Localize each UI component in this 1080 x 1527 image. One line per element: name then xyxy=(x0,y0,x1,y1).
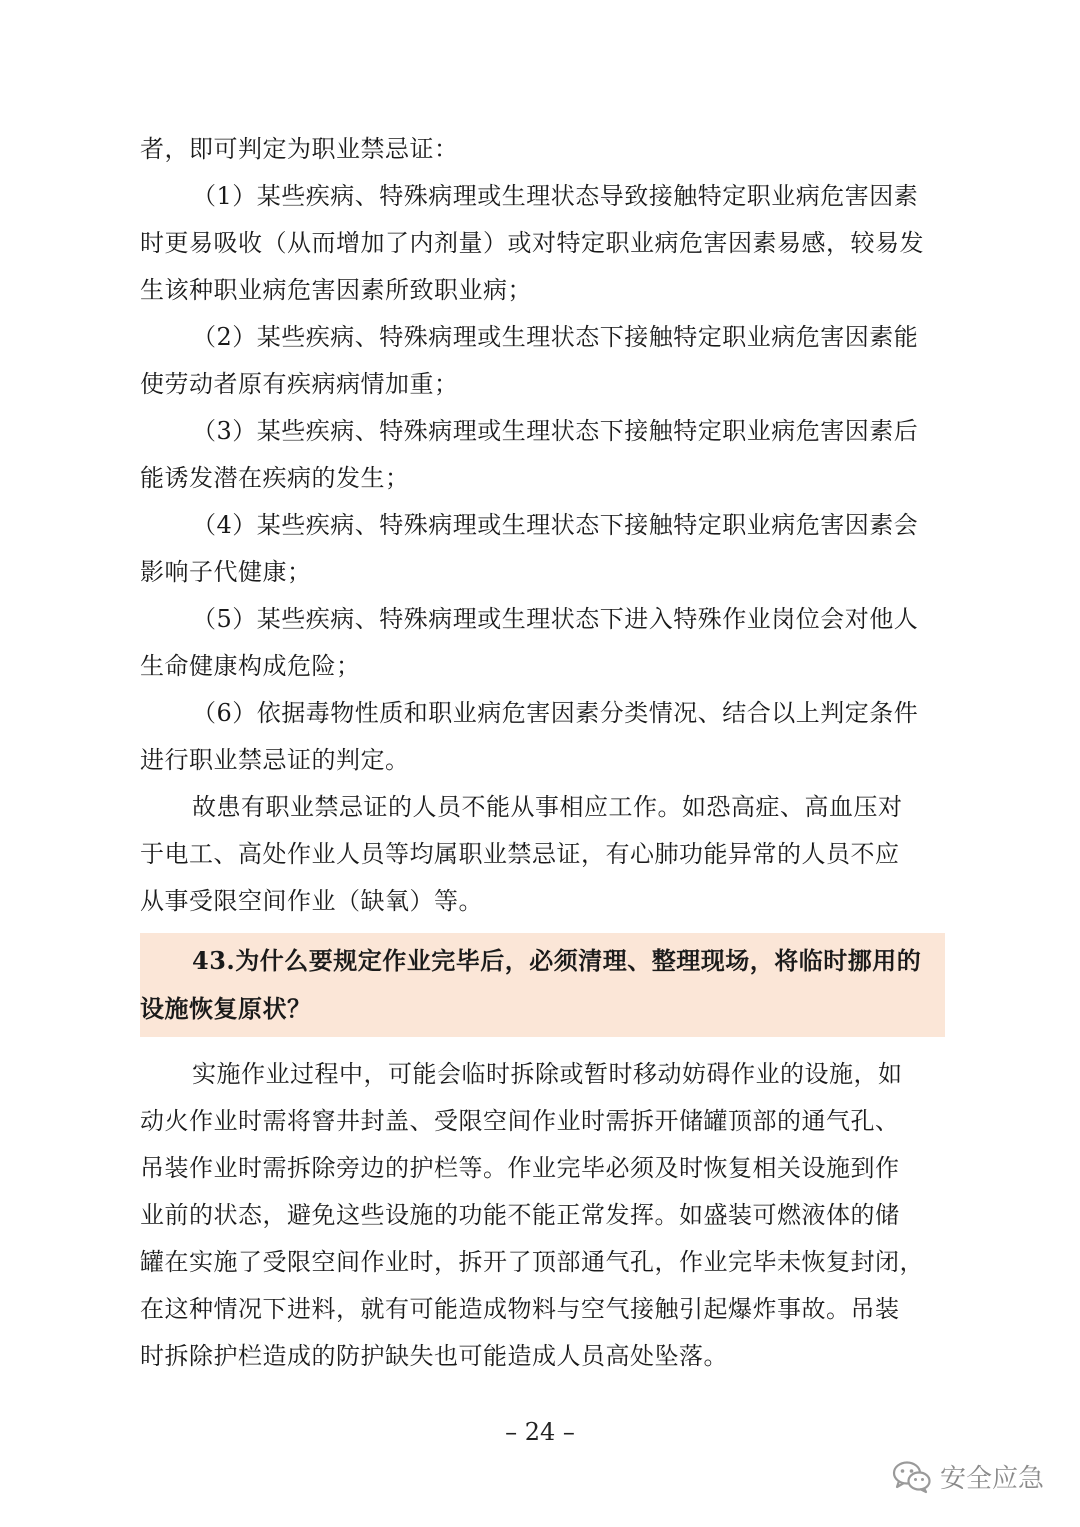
question-heading xyxy=(140,933,945,1037)
text-line: 时拆除护栏造成的防护缺失也可能造成人员高处坠落。 xyxy=(140,1342,728,1370)
text-line: 动火作业时需将窨井封盖、受限空间作业时需拆开储罐顶部的通气孔、 xyxy=(140,1107,900,1135)
text-line: 于电工、高处作业人员等均属职业禁忌证，有心肺功能异常的人员不应 xyxy=(140,840,900,868)
heading-line: 43.为什么要规定作业完毕后，必须清理、整理现场，将临时挪用的 xyxy=(192,946,922,975)
text-line: 时更易吸收（从而增加了内剂量）或对特定职业病危害因素易感，较易发 xyxy=(140,229,924,257)
text-line: 影响子代健康； xyxy=(140,558,312,586)
text-line: （2）某些疾病、特殊病理或生理状态下接触特定职业病危害因素能 xyxy=(192,323,919,351)
watermark-text: 安全应急 xyxy=(939,1464,1044,1494)
text-line: 罐在实施了受限空间作业时，拆开了顶部通气孔，作业完毕未恢复封闭， xyxy=(140,1248,924,1276)
heading-line: 设施恢复原状？ xyxy=(140,994,312,1023)
text-line: 在这种情况下进料，就有可能造成物料与空气接触引起爆炸事故。吊装 xyxy=(140,1295,900,1323)
text-line: （1）某些疾病、特殊病理或生理状态导致接触特定职业病危害因素 xyxy=(192,182,919,210)
wechat-icon xyxy=(892,1460,932,1494)
text-line: 进行职业禁忌证的判定。 xyxy=(140,746,410,774)
page-number: – 24 – xyxy=(505,1418,575,1446)
text-line: 业前的状态，避免这些设施的功能不能正常发挥。如盛装可燃液体的储 xyxy=(140,1201,900,1229)
text-line: 生该种职业病危害因素所致职业病； xyxy=(140,276,532,304)
text-line: 从事受限空间作业（缺氧）等。 xyxy=(140,887,483,915)
text-line: 者，即可判定为职业禁忌证： xyxy=(140,135,459,163)
text-line: 吊装作业时需拆除旁边的护栏等。作业完毕必须及时恢复相关设施到作 xyxy=(140,1154,900,1182)
text-line: 实施作业过程中，可能会临时拆除或暂时移动妨碍作业的设施，如 xyxy=(192,1060,903,1088)
text-line: （6）依据毒物性质和职业病危害因素分类情况、结合以上判定条件 xyxy=(192,699,919,727)
text-line: 能诱发潜在疾病的发生； xyxy=(140,464,410,492)
text-line: 故患有职业禁忌证的人员不能从事相应工作。如恐高症、高血压对 xyxy=(192,793,903,821)
text-line: （3）某些疾病、特殊病理或生理状态下接触特定职业病危害因素后 xyxy=(192,417,919,445)
text-line: 使劳动者原有疾病病情加重； xyxy=(140,370,459,398)
page-content xyxy=(140,126,945,1380)
text-line: （4）某些疾病、特殊病理或生理状态下接触特定职业病危害因素会 xyxy=(192,511,919,539)
watermark xyxy=(892,1458,1044,1495)
text-line: （5）某些疾病、特殊病理或生理状态下进入特殊作业岗位会对他人 xyxy=(192,605,919,633)
text-line: 生命健康构成危险； xyxy=(140,652,361,680)
